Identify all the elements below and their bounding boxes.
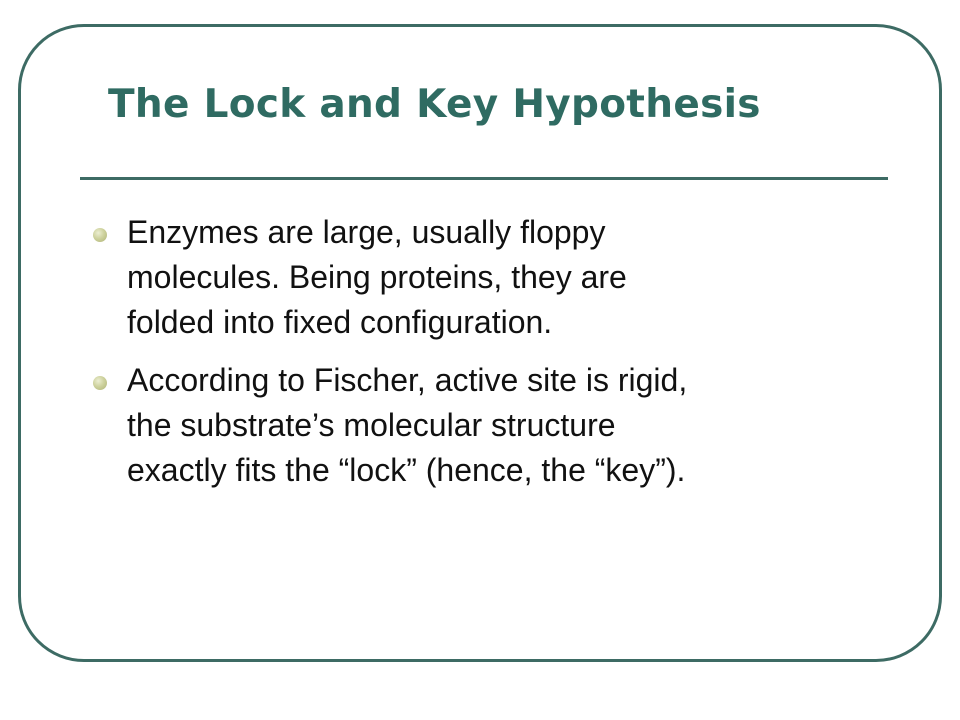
bullet-list [90, 210, 890, 506]
bullet-dot-icon [93, 376, 107, 390]
bullet-dot-icon [93, 228, 107, 242]
bullet-item [90, 358, 890, 493]
bullet-item [90, 210, 890, 345]
bullet-text: According to Fischer, active site is rigid, the substrate’s molecular structure exactly fits the “lock” (hence, the “key”). [127, 362, 688, 488]
bullet-text: Enzymes are large, usually floppy molecules. Being proteins, they are folded into fixed configuration. [127, 214, 627, 340]
title-divider [80, 177, 888, 180]
slide-title: The Lock and Key Hypothesis [108, 82, 761, 127]
